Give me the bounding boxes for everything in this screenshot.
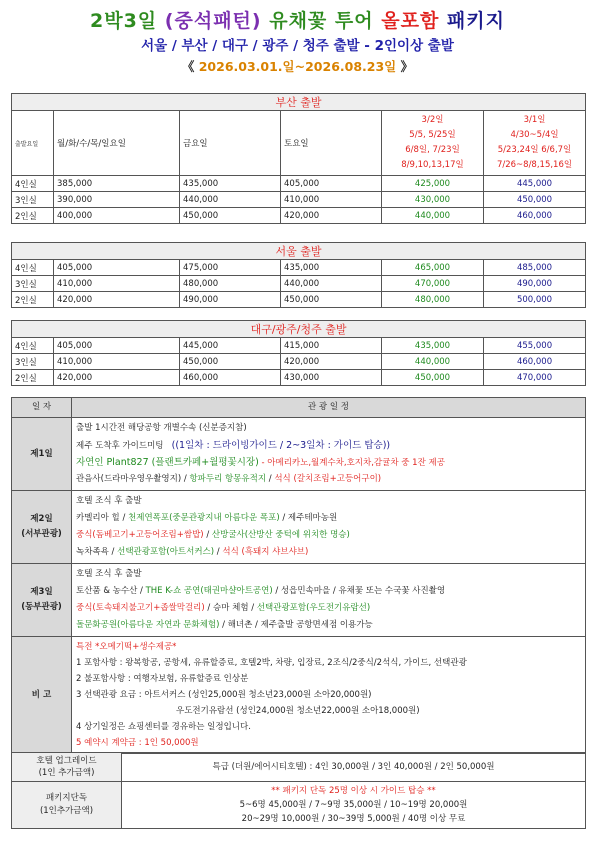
day-label-sub: (동부관광) bbox=[21, 602, 62, 612]
plan-meal: 석식 (갈치조림+고등어구이) bbox=[274, 474, 382, 484]
plan-line bbox=[76, 437, 581, 454]
day-plan bbox=[72, 418, 586, 491]
price-cell: 445,000 bbox=[484, 176, 586, 192]
plan-highlight: 선택관광포함(아트서커스) bbox=[117, 547, 215, 557]
price-cell: 475,000 bbox=[180, 260, 281, 276]
hotel-upgrade-price: 특급 (더원/에어시티호텔) : 4인 30,000원 / 3인 40,000원 / 2인 50,000원 bbox=[122, 753, 586, 782]
price-cell: 420,000 bbox=[281, 208, 382, 224]
note-line: 2 불포함사항 : 여행자보험, 유류할증료 인상분 bbox=[76, 674, 249, 684]
plan-line bbox=[76, 471, 581, 488]
plan-line bbox=[76, 583, 581, 600]
room-type: 4인실 bbox=[12, 338, 54, 354]
solo-label-sub: (1인추가금액) bbox=[39, 806, 94, 816]
plan-text: 제주 도착후 가이드미팅 bbox=[76, 441, 164, 451]
day-plan bbox=[72, 564, 586, 637]
price-cell: 425,000 bbox=[382, 176, 484, 192]
price-row bbox=[12, 208, 586, 224]
plan-text: 토산품 & 농수산 / bbox=[76, 586, 146, 596]
price-row bbox=[12, 354, 586, 370]
price-table-busan bbox=[11, 93, 586, 224]
price-cell: 440,000 bbox=[180, 192, 281, 208]
header-saturday: 토요일 bbox=[281, 111, 382, 176]
plan-highlight: 항파두리 항몽유적지 bbox=[189, 474, 267, 484]
header-friday: 금요일 bbox=[180, 111, 281, 176]
travel-period bbox=[0, 57, 595, 77]
special2-line: 7/26~8/8,15,16일 bbox=[496, 160, 573, 170]
section-title: 서울 출발 bbox=[12, 243, 586, 260]
room-type: 2인실 bbox=[12, 292, 54, 308]
plan-highlight: 천제연폭포(중문관광지내 아름다운 폭포) bbox=[128, 513, 280, 523]
price-row bbox=[12, 338, 586, 354]
price-cell: 430,000 bbox=[382, 192, 484, 208]
special-offer: 특전 *오메기떡+생수제공* bbox=[76, 642, 177, 652]
plan-line bbox=[76, 544, 581, 561]
solo-price-line: 20~29명 10,000원 / 30~39명 5,000원 / 40명 이상 무료 bbox=[241, 814, 466, 824]
note-line: 4 상기일정은 쇼핑센터를 경유하는 일정입니다. bbox=[76, 722, 251, 732]
period-right-bracket: 》 bbox=[400, 59, 414, 74]
price-cell: 440,000 bbox=[382, 354, 484, 370]
price-row bbox=[12, 370, 586, 386]
day-label-sub: (서부관광) bbox=[21, 529, 62, 539]
solo-guide-note: ** 패키지 단독 25명 이상 시 가이드 탑승 ** bbox=[271, 786, 436, 796]
plan-text: 녹차족욕 / bbox=[76, 547, 118, 557]
price-cell: 490,000 bbox=[180, 292, 281, 308]
price-header-row bbox=[12, 111, 586, 176]
period-left-bracket: 《 bbox=[181, 59, 195, 74]
price-cell: 445,000 bbox=[180, 338, 281, 354]
title-duration: 2박3일 bbox=[90, 10, 158, 32]
plan-text: / 해녀촌 / 제주출발 공항면세점 이용가능 bbox=[219, 620, 373, 630]
note-deposit: 5 예약시 계약금 : 1인 50,000원 bbox=[76, 738, 199, 748]
plan-meal: 중식(돔베고기+고등어조림+쌈밥) bbox=[76, 530, 204, 540]
price-cell: 450,000 bbox=[180, 354, 281, 370]
price-cell: 480,000 bbox=[382, 292, 484, 308]
price-cell: 435,000 bbox=[281, 260, 382, 276]
itinerary-day1 bbox=[12, 418, 586, 491]
plan-note: - 아메리카노,월계수차,호지차,감귤차 중 1잔 제공 bbox=[261, 458, 445, 468]
price-cell: 455,000 bbox=[484, 338, 586, 354]
notes-content bbox=[72, 637, 586, 754]
plan-line: 호텔 조식 후 출발 bbox=[76, 569, 142, 579]
plan-text: 카멜리아 힐 / bbox=[76, 513, 129, 523]
hotel-upgrade-label bbox=[12, 753, 122, 782]
price-cell: 435,000 bbox=[382, 338, 484, 354]
plan-line: 출발 1시간전 해당공항 개별수속 (신분증지참) bbox=[76, 423, 247, 433]
room-type: 3인실 bbox=[12, 192, 54, 208]
room-type: 4인실 bbox=[12, 260, 54, 276]
solo-package-label bbox=[12, 782, 122, 829]
price-table-daegu bbox=[11, 320, 586, 386]
header-dep-day: 출발요일 bbox=[12, 111, 54, 176]
itinerary-notes bbox=[12, 637, 586, 754]
title-tour: 유채꽃 투어 bbox=[269, 10, 374, 32]
price-cell: 420,000 bbox=[281, 354, 382, 370]
plan-line bbox=[76, 617, 581, 634]
price-row bbox=[12, 260, 586, 276]
header-special1 bbox=[382, 111, 484, 176]
price-cell: 420,000 bbox=[54, 370, 180, 386]
room-type: 4인실 bbox=[12, 176, 54, 192]
price-cell: 410,000 bbox=[54, 276, 180, 292]
plan-separator: / bbox=[203, 530, 212, 540]
price-cell: 410,000 bbox=[54, 354, 180, 370]
price-cell: 390,000 bbox=[54, 192, 180, 208]
note-line: 1 포함사항 : 왕복항공, 공항세, 유류할증료, 호텔2박, 차량, 입장료, 2조식/2중식/2석식, 가이드, 선택관광 bbox=[76, 658, 467, 668]
room-type: 3인실 bbox=[12, 276, 54, 292]
price-cell: 465,000 bbox=[382, 260, 484, 276]
period-text: 2026.03.01.일~2026.08.23일 bbox=[198, 59, 397, 74]
price-cell: 400,000 bbox=[54, 208, 180, 224]
header-special2 bbox=[484, 111, 586, 176]
price-cell: 450,000 bbox=[484, 192, 586, 208]
price-cell: 450,000 bbox=[180, 208, 281, 224]
price-cell: 500,000 bbox=[484, 292, 586, 308]
room-type: 2인실 bbox=[12, 208, 54, 224]
price-cell: 460,000 bbox=[484, 208, 586, 224]
plan-separator: / bbox=[266, 474, 275, 484]
special1-line: 3/2일 bbox=[421, 115, 444, 125]
price-cell: 450,000 bbox=[281, 292, 382, 308]
plan-meal: 석식 (흑돼지 샤브샤브) bbox=[222, 547, 309, 557]
room-type: 3인실 bbox=[12, 354, 54, 370]
note-line: 우도전기유람선 (성인24,000원 청소년22,000원 소아18,000원) bbox=[176, 706, 420, 716]
plan-separator: / bbox=[214, 547, 223, 557]
plan-text: 관음사(드라마우영우촬영지) / bbox=[76, 474, 190, 484]
room-type: 2인실 bbox=[12, 370, 54, 386]
section-title: 대구/광주/청주 출발 bbox=[12, 321, 586, 338]
price-cell: 435,000 bbox=[180, 176, 281, 192]
price-row bbox=[12, 192, 586, 208]
price-cell: 460,000 bbox=[180, 370, 281, 386]
special2-line: 5/23,24일 6/6,7일 bbox=[497, 145, 572, 155]
day-label bbox=[12, 491, 72, 564]
plan-line bbox=[76, 527, 581, 544]
price-cell: 460,000 bbox=[484, 354, 586, 370]
price-cell: 420,000 bbox=[54, 292, 180, 308]
notes-label: 비 고 bbox=[12, 637, 72, 754]
day-label: 제1일 bbox=[12, 418, 72, 491]
price-table-seoul bbox=[11, 242, 586, 308]
special1-line: 8/9,10,13,17일 bbox=[401, 160, 464, 170]
day-label bbox=[12, 564, 72, 637]
price-cell: 485,000 bbox=[484, 260, 586, 276]
plan-highlight: 돌문화공원(아름다운 자연과 문화체험) bbox=[76, 620, 220, 630]
price-cell: 440,000 bbox=[281, 276, 382, 292]
itinerary-header-plan: 관 광 일 정 bbox=[72, 398, 586, 418]
price-cell: 405,000 bbox=[54, 338, 180, 354]
plan-text: / 승마 체험 / bbox=[204, 603, 257, 613]
price-cell: 490,000 bbox=[484, 276, 586, 292]
plan-line bbox=[76, 454, 581, 471]
price-cell: 430,000 bbox=[281, 370, 382, 386]
itinerary-day2 bbox=[12, 491, 586, 564]
price-cell: 450,000 bbox=[382, 370, 484, 386]
hotel-upgrade-row bbox=[12, 753, 586, 782]
day-label-main: 제2일 bbox=[30, 514, 53, 524]
plan-text: / 제주테마농원 bbox=[279, 513, 338, 523]
plan-highlight: 자연인 Plant827 (플랜트카페+월평꽃시장) bbox=[76, 457, 259, 468]
plan-meal: 중식(토속돼지불고기+좁쌀막걸리) bbox=[76, 603, 205, 613]
itinerary-header-day: 일 자 bbox=[12, 398, 72, 418]
price-cell: 470,000 bbox=[382, 276, 484, 292]
hotel-label-main: 호텔 업그레이드 bbox=[36, 756, 97, 766]
special1-line: 5/5, 5/25일 bbox=[409, 130, 456, 140]
plan-line bbox=[76, 510, 581, 527]
itinerary-table bbox=[11, 397, 586, 754]
day-plan bbox=[72, 491, 586, 564]
guide-note: ((1일차 : 드라이빙가이드 / 2~3일차 : 가이드 탑승)) bbox=[171, 440, 391, 451]
page-header bbox=[0, 8, 595, 77]
special2-line: 4/30~5/4일 bbox=[510, 130, 559, 140]
extras-table bbox=[11, 752, 586, 829]
title-allinclusive: 올포함 bbox=[381, 10, 440, 32]
special2-line: 3/1일 bbox=[523, 115, 546, 125]
price-cell: 405,000 bbox=[54, 260, 180, 276]
section-title: 부산 출발 bbox=[12, 94, 586, 111]
price-row bbox=[12, 292, 586, 308]
title-package: 패키지 bbox=[446, 10, 505, 32]
note-line: 3 선택관광 요금 : 아트서커스 (성인25,000원 청소년23,000원 소아20,000원) bbox=[76, 690, 372, 700]
page-title bbox=[0, 8, 595, 34]
plan-highlight: 선택관광포함(우도전기유람선) bbox=[256, 603, 371, 613]
day-label-main: 제3일 bbox=[30, 587, 53, 597]
price-cell: 385,000 bbox=[54, 176, 180, 192]
solo-label-main: 패키지단독 bbox=[45, 793, 88, 803]
title-pattern: (중석패턴) bbox=[164, 10, 262, 32]
plan-highlight: 산방굴사(산방산 중턱에 위치한 명승) bbox=[211, 530, 350, 540]
price-cell: 410,000 bbox=[281, 192, 382, 208]
price-row bbox=[12, 276, 586, 292]
solo-price-line: 5~6명 45,000원 / 7~9명 35,000원 / 10~19명 20,000원 bbox=[239, 800, 468, 810]
plan-highlight: THE K-쇼 공연(태권마샬아트공연) bbox=[145, 586, 273, 596]
special1-line: 6/8일, 7/23일 bbox=[405, 145, 460, 155]
itinerary-day3 bbox=[12, 564, 586, 637]
plan-line: 호텔 조식 후 출발 bbox=[76, 496, 142, 506]
solo-package-prices bbox=[122, 782, 586, 829]
hotel-label-sub: (1인 추가금액) bbox=[38, 768, 95, 778]
price-row bbox=[12, 176, 586, 192]
price-cell: 470,000 bbox=[484, 370, 586, 386]
price-cell: 415,000 bbox=[281, 338, 382, 354]
price-cell: 440,000 bbox=[382, 208, 484, 224]
price-cell: 480,000 bbox=[180, 276, 281, 292]
solo-package-row bbox=[12, 782, 586, 829]
plan-text: / 성읍민속마을 / 유채꽃 또는 수국꽃 사진촬영 bbox=[272, 586, 446, 596]
page-subtitle: 서울 / 부산 / 대구 / 광주 / 청주 출발 - 2인이상 출발 bbox=[141, 38, 454, 54]
plan-line bbox=[76, 600, 581, 617]
header-weekday: 월/화/수/목/일요일 bbox=[54, 111, 180, 176]
price-cell: 405,000 bbox=[281, 176, 382, 192]
